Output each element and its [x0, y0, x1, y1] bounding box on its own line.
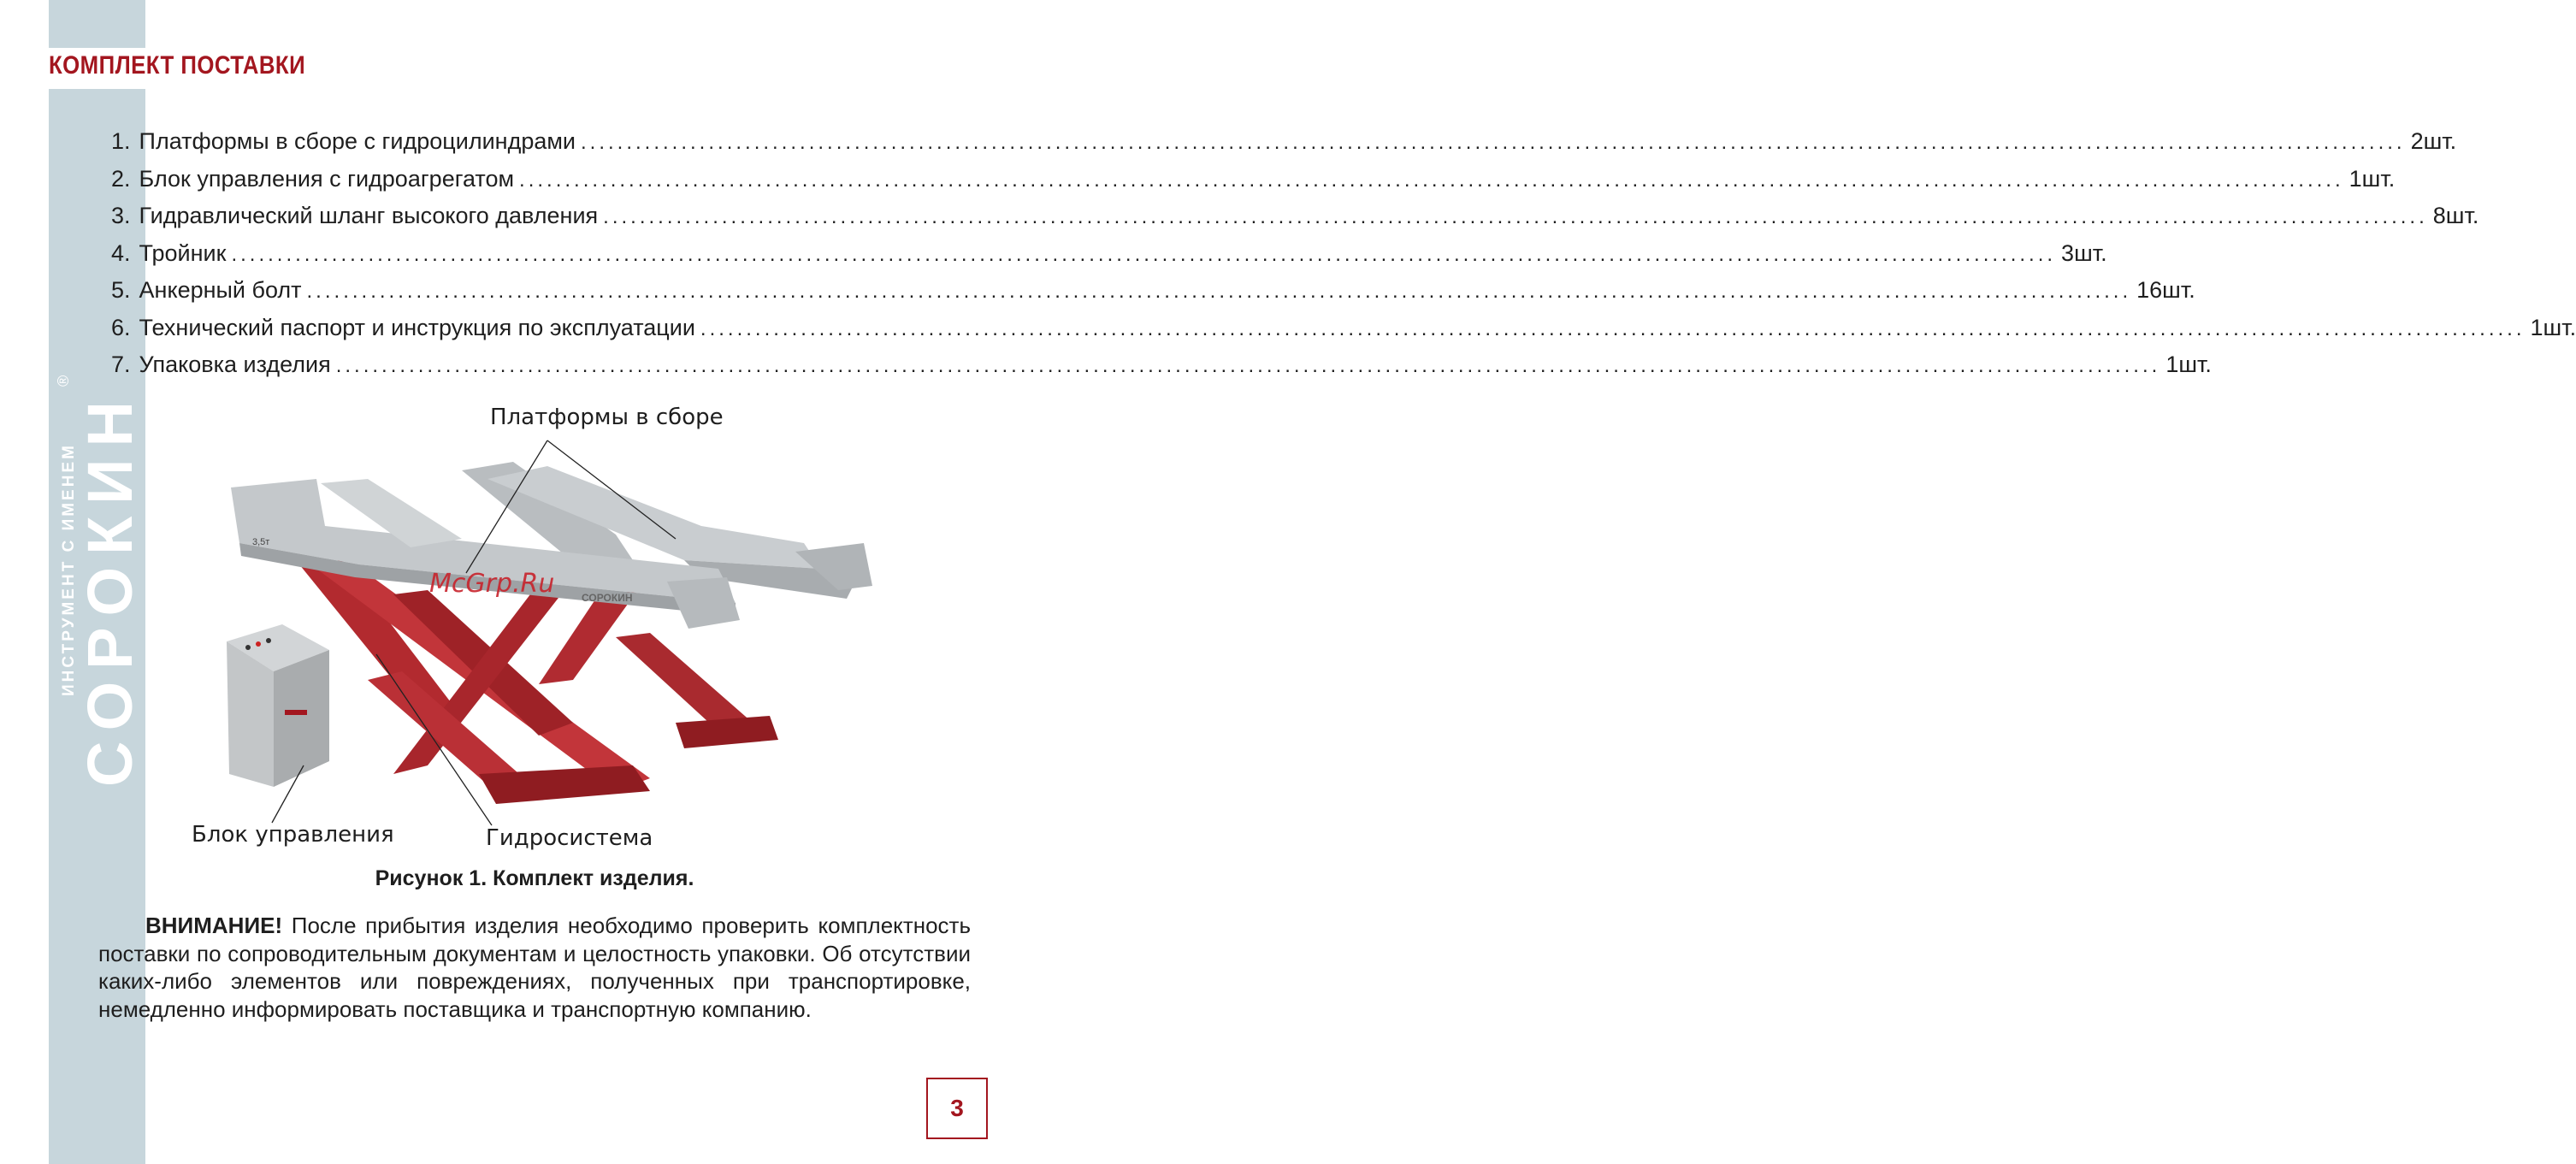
item-quantity: 8	[2432, 203, 2446, 228]
item-label: Платформы в сборе с гидроцилиндрами	[139, 128, 576, 154]
capacity-marking: 3,5т	[252, 537, 270, 547]
item-unit: шт.	[2543, 314, 2576, 340]
leader-dots: ........................................................................................................................................................................................................	[581, 131, 2406, 154]
item-label: Технический паспорт и инструкция по эксплуатации	[139, 314, 695, 340]
scissor-lift-illustration	[171, 398, 941, 860]
warning-text: После прибытия изделия необходимо проверить комплектность поставки по сопроводительным документам и целостность упаковки. Об отсутствии каких-либо элементов или повреждениях, полученных при транспортировке, немедленно информировать поставщика и транспортную компанию.	[98, 913, 971, 1022]
leader-dots: ........................................................................................................................................................................................................	[519, 168, 2344, 192]
item-label: Гидравлический шланг высокого давления	[139, 203, 599, 228]
front-ramp	[667, 577, 740, 629]
base-frame	[676, 716, 778, 748]
list-item	[111, 352, 2212, 389]
item-quantity: 2	[2410, 128, 2424, 154]
item-quantity: 1	[2165, 352, 2179, 377]
control-button	[266, 638, 271, 643]
delivery-list	[111, 128, 2576, 389]
watermark: McGrp.Ru	[429, 569, 555, 599]
item-unit: шт.	[2445, 203, 2479, 228]
list-item	[111, 277, 2195, 315]
control-button	[245, 645, 251, 650]
item-label: Тройник	[139, 239, 227, 266]
scissor-leg	[616, 633, 753, 731]
item-quantity: 1	[2530, 314, 2544, 340]
item-unit: шт.	[2178, 352, 2212, 377]
control-box-side	[274, 650, 329, 787]
item-quantity: 16	[2136, 277, 2163, 303]
item-quantity: 1	[2349, 165, 2362, 192]
item-label: Упаковка изделия	[139, 352, 331, 377]
registered-mark: ®	[55, 375, 72, 387]
control-box-logo	[285, 710, 307, 715]
page-number: 3	[926, 1078, 988, 1139]
brand-name: СОРОКИН	[74, 389, 145, 787]
item-number: 3.	[111, 203, 131, 228]
warning-label: ВНИМАНИЕ!	[145, 913, 283, 938]
brand-tagline: ИНСТРУМЕНТ С ИМЕНЕМ	[60, 443, 78, 696]
item-unit: шт.	[2162, 277, 2195, 303]
item-number: 5.	[111, 277, 131, 303]
figure-caption: Рисунок 1. Комплект изделия.	[375, 866, 694, 890]
item-number: 6.	[111, 314, 131, 340]
leader-dots: ........................................................................................................................................................................................................	[700, 316, 2526, 340]
leader-dots: ........................................................................................................................................................................................................	[335, 354, 2161, 377]
leader-dots: ........................................................................................................................................................................................................	[603, 205, 2428, 228]
item-number: 1.	[111, 128, 131, 154]
list-item	[111, 128, 2457, 166]
item-unit: шт.	[2423, 128, 2457, 154]
item-number: 7.	[111, 352, 131, 377]
leader-dots: ........................................................................................................................................................................................................	[306, 280, 2132, 303]
item-number: 4.	[111, 239, 131, 266]
leader-dots: ........................................................................................................................................................................................................	[231, 242, 2057, 266]
platform-brand: СОРОКИН	[582, 592, 633, 604]
lift-figure	[171, 398, 941, 860]
item-label: Анкерный болт	[139, 277, 302, 303]
label-control-unit: Блок управления	[192, 822, 394, 848]
label-platforms: Платформы в сборе	[490, 405, 724, 430]
warning-note	[98, 912, 971, 1023]
section-title: КОМПЛЕКТ ПОСТАВКИ	[49, 51, 306, 80]
item-quantity: 3	[2061, 239, 2075, 266]
list-item	[111, 314, 2576, 352]
item-unit: шт.	[2074, 239, 2107, 266]
list-item	[111, 203, 2479, 240]
item-number: 2.	[111, 165, 131, 192]
label-hydraulics: Гидросистема	[486, 825, 653, 851]
item-label: Блок управления с гидроагрегатом	[139, 165, 515, 192]
list-item	[111, 165, 2396, 204]
control-button	[256, 641, 261, 647]
list-item	[111, 239, 2107, 278]
item-unit: шт.	[2361, 165, 2396, 192]
